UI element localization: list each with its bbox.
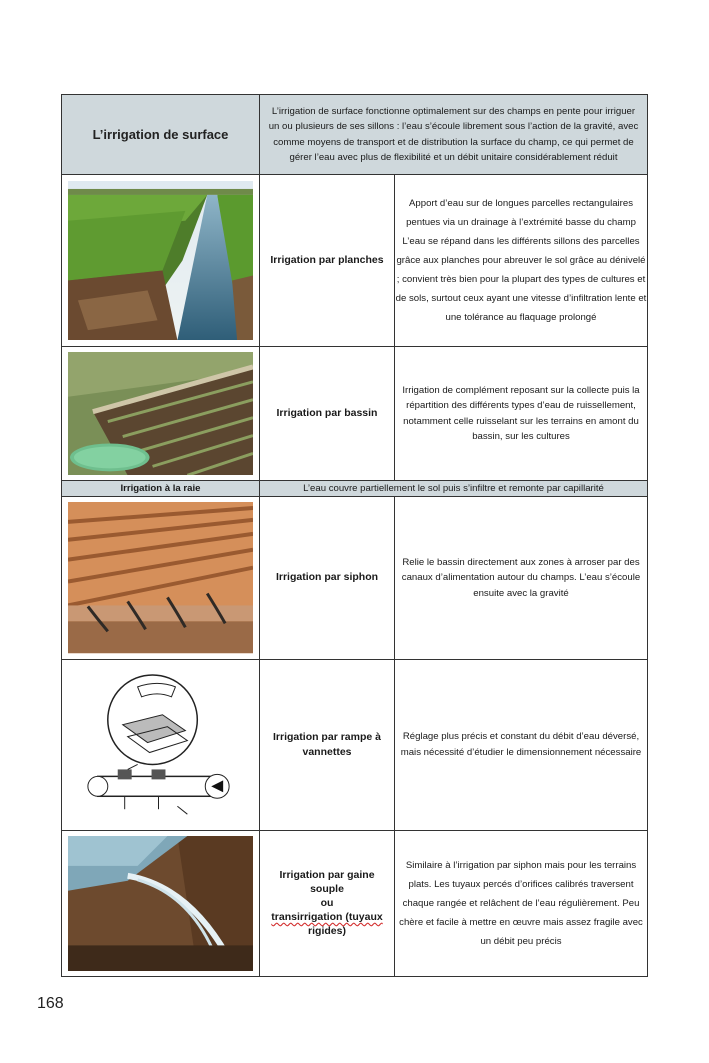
method-gaine-line: rigides) [308,925,346,938]
method-gaine-line: ou [320,897,334,910]
method-rampe: Irrigation par rampe à vannettes [260,659,395,830]
text-planches: Apport d’eau sur de longues parcelles rectangulaires pentues via un drainage à l’extrémité basse du champ L’eau se répand dans les différents sillons des parcelles grâce aux planches pour abreuver le sol grâce au dénivelé ; convient très bien pour la plupart des types de cultures et de sols, surtout ceux ayant une vitesse d’infiltration lente et une tolérance au flaquage prolongé [395,175,648,347]
rampe-diagram [62,659,260,830]
raie-text: L’eau couvre partiellement le sol puis s’infiltre et remonte par capillarité [260,481,648,497]
bassin-photo [62,347,260,481]
table-title: L’irrigation de surface [62,95,260,175]
text-siphon: Relie le bassin directement aux zones à arroser par des canaux d’alimentation autour du champs. L’eau s’écoule ensuite avec la gravité [395,497,648,659]
table-row [62,175,648,347]
gaine-photo [62,830,260,976]
planches-photo [62,175,260,347]
method-gaine-line: Irrigation par gaine [279,869,375,882]
page-number: 168 [37,995,64,1012]
method-gaine-line: souple [310,883,344,896]
text-rampe: Réglage plus précis et constant du débit d’eau déversé, mais nécessité d’étudier le dimensionnement nécessaire [395,659,648,830]
method-bassin: Irrigation par bassin [260,347,395,481]
table-row [62,347,648,481]
text-gaine: Similaire à l’irrigation par siphon mais pour les terrains plats. Les tuyaux percés d’orifices calibrés traversent chaque rangée et relâchent de l’eau régulièrement. Peu chère et facile à mettre en œuvre mais assez fragile avec un débit peu précis [395,830,648,976]
method-gaine [260,830,395,976]
method-planches: Irrigation par planches [260,175,395,347]
method-siphon: Irrigation par siphon [260,497,395,659]
header-description: L’irrigation de surface fonctionne optimalement sur des champs en pente pour irriguer un ou plusieurs de ses sillons : l’eau s’écoule librement sous l’action de la gravité, avec comme moyens de transport et de distribution la surface du champ, ce qui permet de gérer l’eau avec plus de flexibilité et un débit unitaire considérablement réduit [260,95,648,175]
table-row [62,497,648,659]
table-row [62,659,648,830]
table-row [62,830,648,976]
header-row [62,95,648,175]
text-bassin: Irrigation de complément reposant sur la collecte puis la répartition des différents types d’eau de ruissellement, notamment celle ruisselant sur les terrains en amont du bassin, sur les cultures [395,347,648,481]
raie-label: Irrigation à la raie [62,481,260,497]
siphon-photo [62,497,260,659]
raie-row [62,481,648,497]
irrigation-table [61,94,648,977]
method-gaine-line: transirrigation (tuyaux [271,911,383,924]
